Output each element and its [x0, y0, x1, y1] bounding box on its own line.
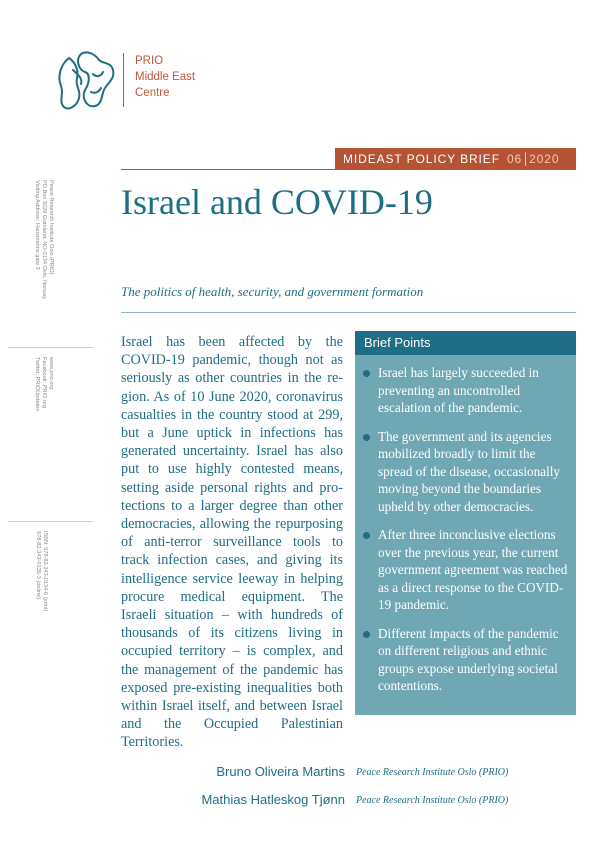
logo-divider: [123, 53, 124, 107]
intro-paragraph: Israel has been affected by the COVID-19 pandemic, though not as seriously as other countries in the region. As of 10 June 2020, coronavirus casualties in the country stood at 299, but a June uptick in infections has generated uncertainty. Israel has also put to use highly contested means, setting aside personal rights and protections to a larger degree than other democracies, allowing the repurposing of anti-terror surveillance tools to track infection cases, and giving its intelligence service leeway in helping procure medical equipment. The Israeli situation – with hundreds of thousands of its citizens living in occupied territory – is complex, and the management of the pandemic has exposed pre-existing inequalities both within Israel itself, and between Israel and the Occupied Palestinian Territories.: [121, 334, 343, 751]
brief-point-text: The government and its agencies mobilized broadly to limit the spread of the disease, occasionally moving beyond the boundaries upheld by other democracies.: [378, 428, 560, 514]
author-affiliation: Peace Research Institute Oslo (PRIO): [356, 795, 509, 806]
sidebar-rule: [8, 347, 93, 348]
page-subtitle: The politics of health, security, and government formation: [121, 284, 424, 299]
bullet-icon: [363, 370, 370, 377]
brief-point-item: [363, 625, 573, 695]
sidebar-address-line: Visiting Address: Hausmanns gate 3: [34, 180, 40, 270]
banner-separator: [525, 152, 526, 166]
sidebar-web-line: www.prio.org: [48, 357, 54, 390]
sidebar-rule: [8, 521, 93, 522]
brief-point-item: [363, 428, 573, 516]
sidebar-address: [33, 180, 54, 299]
sidebar-web-line: Facebook: PRIO.org: [41, 357, 47, 408]
author-affiliation: Peace Research Institute Oslo (PRIO): [356, 767, 509, 778]
series-year: 2020: [529, 151, 560, 166]
sidebar-isbn-line: ISBN: 978-82-343-0134-6 (print): [42, 531, 48, 612]
bullet-icon: [363, 532, 370, 539]
logo-text-middle-east: Middle East: [135, 71, 196, 83]
brief-point-text: Israel has largely succeeded in preventing an uncontrolled escalation of the pandemic.: [378, 365, 539, 415]
brief-point-item: [363, 526, 573, 614]
logo-text-prio: PRIO: [135, 55, 164, 67]
brief-point-text: Different impacts of the pandemic on different religious and ethnic groups expose underlying societal contentions.: [378, 625, 559, 693]
bullet-icon: [363, 631, 370, 638]
brief-point-text: After three inconclusive elections over the previous year, the current government agreement was reached as a direct response to the COVID-19 pandemic.: [378, 527, 568, 612]
bullet-icon: [363, 434, 370, 441]
brief-points-heading: Brief Points: [355, 331, 576, 355]
title-rule: [121, 312, 576, 313]
series-issue: 06: [506, 151, 523, 166]
sidebar-web: [33, 357, 54, 411]
logo-text-centre: Centre: [135, 87, 170, 99]
sidebar-web-line: Twitter: PRIOUpdates: [34, 357, 40, 412]
author-name: Bruno Oliveira Martins: [216, 764, 345, 779]
author-name: Mathias Hatleskog Tjønn: [201, 792, 345, 807]
sidebar-address-line: Peace Research Institute Oslo (PRIO): [48, 180, 54, 275]
brief-point-item: [363, 364, 573, 417]
sidebar-isbn-line: 978-82-343-0135-3 (online): [35, 531, 41, 600]
series-name: MIDEAST POLICY BRIEF: [343, 151, 500, 166]
page-title: Israel and COVID-19: [121, 182, 433, 222]
prio-logo-icon: [55, 48, 117, 112]
sidebar-isbn: [34, 531, 48, 611]
sidebar-address-line: PO Box 9229 Grønland, NO-0134 Oslo, Norway: [41, 180, 47, 300]
series-banner: [335, 148, 576, 169]
brief-points-list: [363, 364, 573, 706]
banner-rule: [121, 169, 576, 170]
